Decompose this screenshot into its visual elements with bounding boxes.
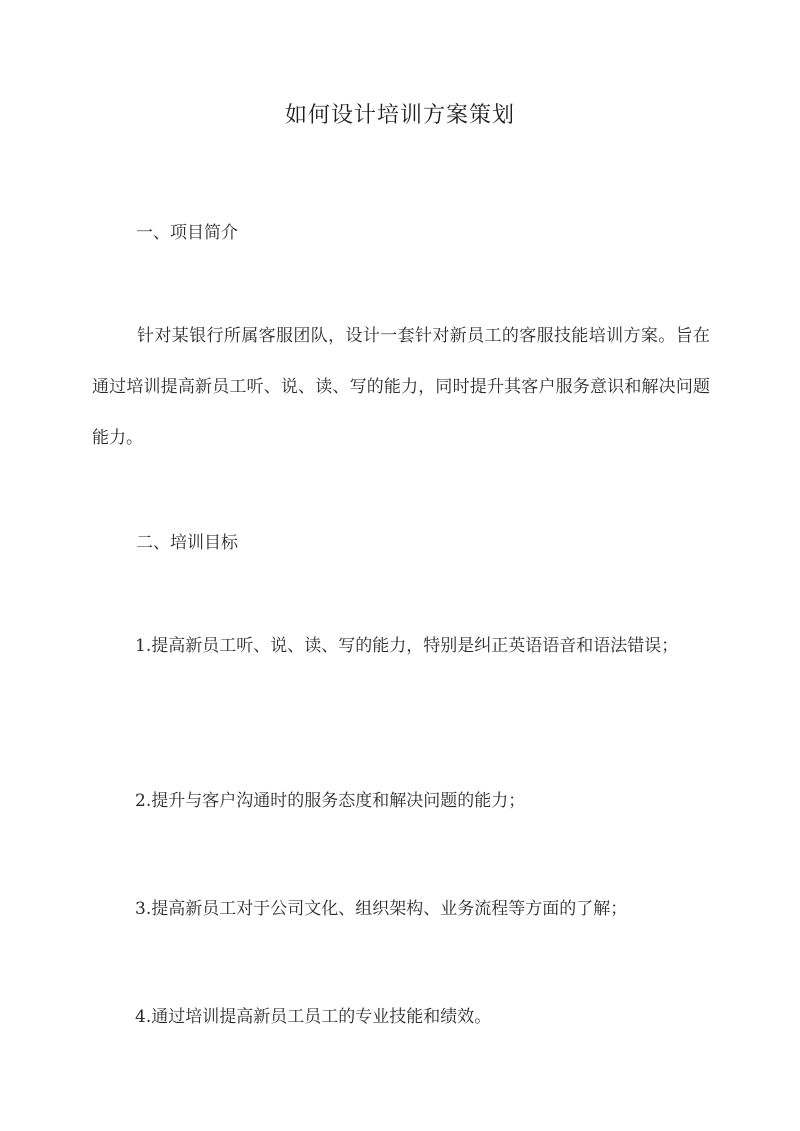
goal-item-2: 2.提升与客户沟通时的服务态度和解决问题的能力； bbox=[135, 791, 526, 811]
goal-item-1: 1.提高新员工听、说、读、写的能力，特别是纠正英语语音和语法错误； bbox=[135, 636, 679, 656]
goal-item-3: 3.提高新员工对于公司文化、组织架构、业务流程等方面的了解； bbox=[135, 899, 628, 919]
section-heading-goals: 二、培训目标 bbox=[136, 533, 238, 553]
section-heading-overview: 一、项目简介 bbox=[136, 223, 238, 243]
document-title: 如何设计培训方案策划 bbox=[284, 103, 515, 128]
overview-paragraph: 针对某银行所属客服团队，设计一套针对新员工的客服技能培训方案。旨在通过培训提高新员工听、说、读、写的能力，同时提升其客户服务意识和解决问题能力。 bbox=[92, 326, 710, 448]
goal-item-4: 4.通过培训提高新员工员工的专业技能和绩效。 bbox=[135, 1007, 492, 1027]
